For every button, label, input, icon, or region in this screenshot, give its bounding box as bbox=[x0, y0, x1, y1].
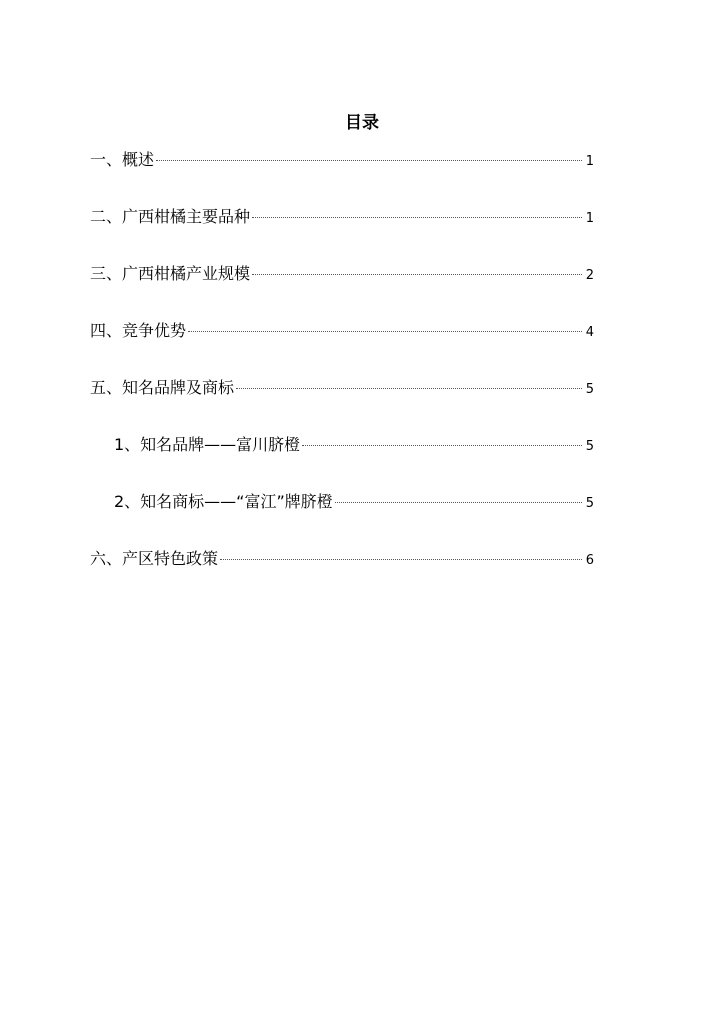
toc-entry-text: 六、产区特色政策 bbox=[90, 549, 219, 568]
toc-entry-text: 五、知名品牌及商标 bbox=[90, 378, 235, 397]
toc-entry-overview[interactable] bbox=[90, 148, 594, 205]
dot-leader bbox=[252, 274, 582, 275]
dot-leader bbox=[220, 559, 582, 560]
toc-entry-brands-trademarks[interactable] bbox=[90, 376, 594, 433]
toc-page-number: 2 bbox=[585, 268, 594, 283]
toc-page-number: 1 bbox=[585, 154, 594, 169]
toc-page-number: 5 bbox=[585, 439, 594, 454]
toc-entry-industry-scale[interactable] bbox=[90, 262, 594, 319]
toc-entry-text: 三、广西柑橘产业规模 bbox=[90, 264, 251, 283]
toc-entry-regional-policy[interactable] bbox=[90, 547, 594, 604]
toc-page-number: 4 bbox=[585, 325, 594, 340]
toc-title: 目录 bbox=[345, 113, 379, 133]
toc-page-number: 5 bbox=[585, 382, 594, 397]
toc-entry-text: 二、广西柑橘主要品种 bbox=[90, 207, 251, 226]
dot-leader bbox=[188, 331, 582, 332]
toc-page-number: 6 bbox=[585, 553, 594, 568]
table-of-contents bbox=[90, 148, 594, 604]
dot-leader bbox=[156, 160, 582, 161]
dot-leader bbox=[302, 445, 582, 446]
toc-entry-famous-brand[interactable] bbox=[90, 433, 594, 490]
toc-page-number: 1 bbox=[585, 211, 594, 226]
toc-page-number: 5 bbox=[585, 496, 594, 511]
dot-leader bbox=[236, 388, 582, 389]
toc-entry-text: 1、知名品牌——富川脐橙 bbox=[114, 435, 301, 454]
toc-entry-famous-trademark[interactable] bbox=[90, 490, 594, 547]
toc-entry-text: 2、知名商标——“富江”牌脐橙 bbox=[114, 492, 333, 511]
dot-leader bbox=[252, 217, 582, 218]
toc-entry-text: 四、竞争优势 bbox=[90, 321, 187, 340]
toc-entry-main-varieties[interactable] bbox=[90, 205, 594, 262]
toc-entry-text: 一、概述 bbox=[90, 150, 155, 169]
toc-entry-competitive-advantage[interactable] bbox=[90, 319, 594, 376]
dot-leader bbox=[335, 502, 582, 503]
